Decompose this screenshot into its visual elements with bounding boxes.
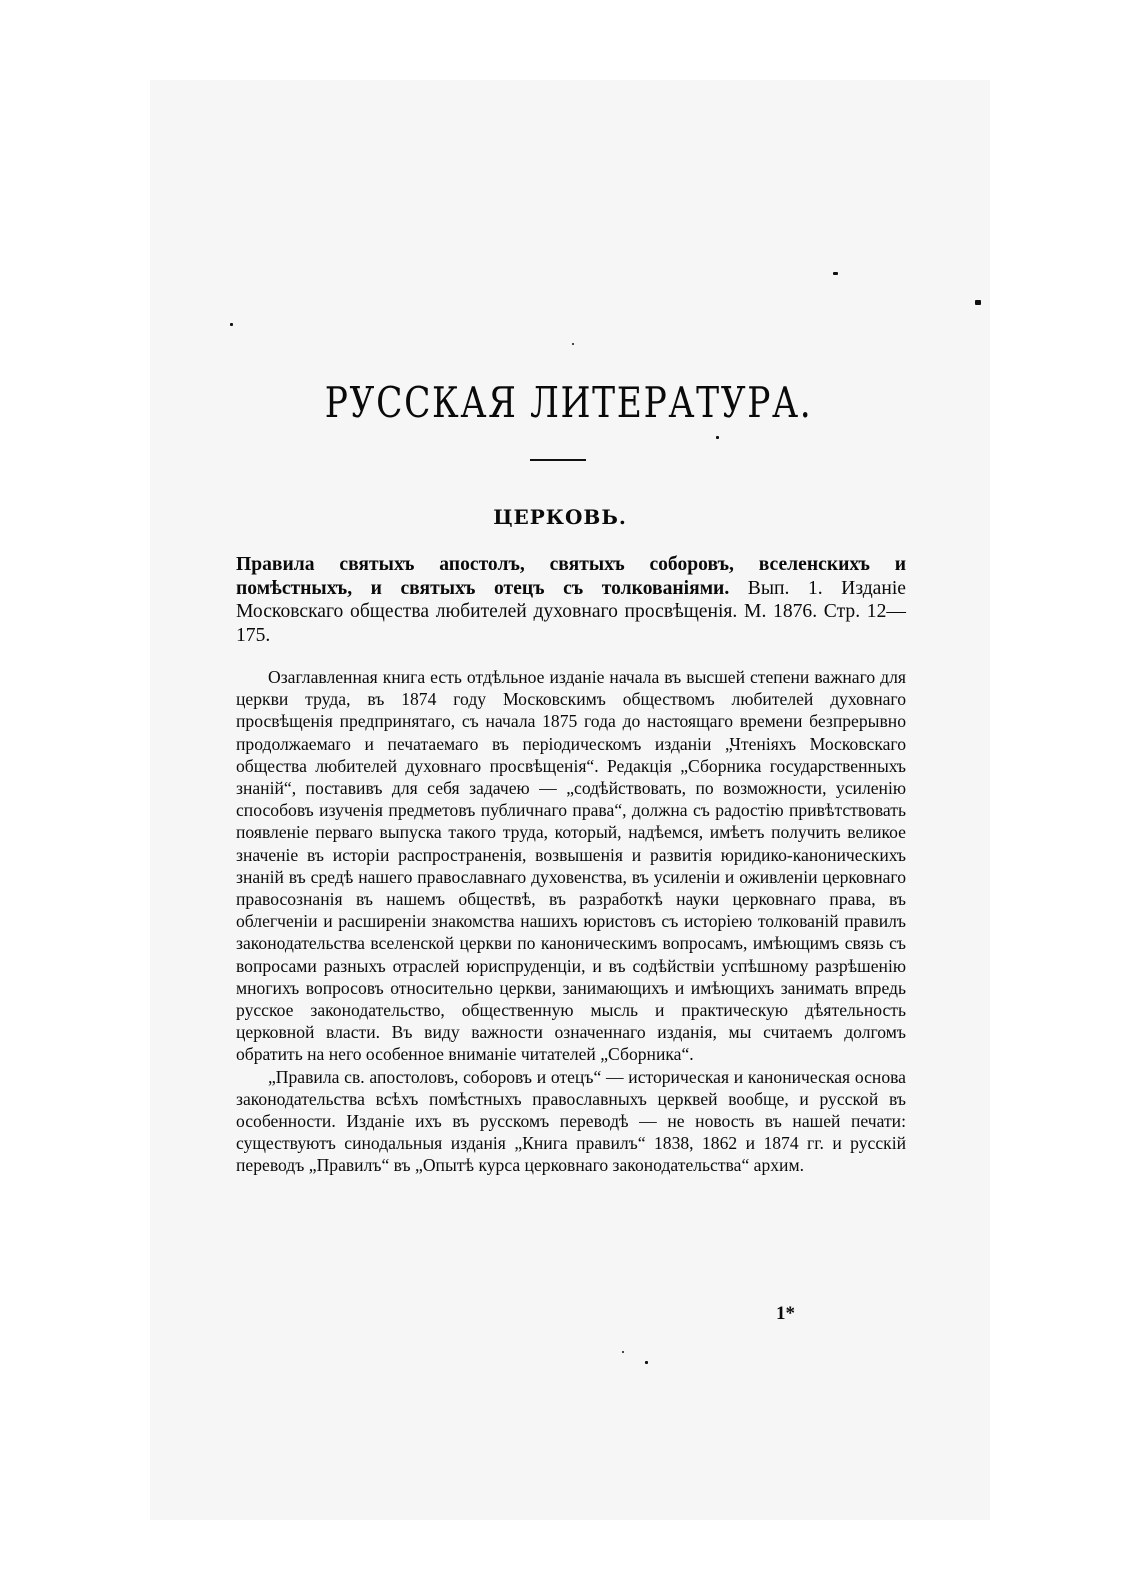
- article-body: [236, 666, 906, 1177]
- scan-speck: [833, 272, 838, 275]
- scan-speck: [975, 300, 981, 305]
- bibliography-title: Правила святыхъ апостолъ, святыхъ соборовъ, вселенскихъ и помѣстныхъ, и святыхъ отецъ съ толкованіями.: [236, 554, 906, 599]
- bibliographic-entry: [236, 553, 906, 647]
- signature-mark: 1*: [776, 1303, 795, 1324]
- bibliography-details: Вып. 1. Изданіе Московскаго общества любителей духовнаго просвѣщенія. М. 1876. Стр. 12—175.: [236, 577, 907, 646]
- main-title: РУССКАЯ ЛИТЕРАТУРА.: [324, 378, 813, 427]
- scan-speck: [230, 323, 233, 326]
- scan-speck: [622, 1351, 624, 1353]
- scan-speck: [645, 1361, 648, 1364]
- scan-speck: [716, 436, 719, 439]
- title-divider: [530, 459, 586, 461]
- body-paragraph: Озаглавленная книга есть отдѣльное изданіе начала въ высшей степени важнаго для церкви труда, въ 1874 году Московскимъ обществомъ любителей духовнаго просвѣщенія предпринятаго, съ начала 1875 года до настоящаго времени безпрерывно продолжаемаго и печатаемаго въ періодическомъ изданіи „Чтеніяхъ Московскаго общества любителей духовнаго просвѣщенія“. Редакція „Сборника государственныхъ знаній“, поставивъ для себя задачею — „содѣйствовать, по возможности, усиленію способовъ изученія предметовъ публичнаго права“, должна съ радостію привѣтствовать появленіе перваго выпуска такого труда, который, надѣемся, имѣетъ получить великое значеніе въ исторіи распространенія, возвышенія и развитія юридико-каноническихъ знаній въ средѣ нашего православнаго духовенства, въ усиленіи и оживленіи церковнаго правосознанія въ нашемъ обществѣ, въ разработкѣ науки церковнаго права, въ облегченіи и расширеніи знакомства нашихъ юристовъ съ исторіею толкованій правилъ законодательства вселенской церкви по каноническимъ вопросамъ, имѣющимъ связь съ вопросами разныхъ отраслей юриспруденціи, и въ содѣйствіи успѣшному разрѣшенію многихъ вопросовъ относительно церкви, занимающихъ и имѣющихъ занимать впредь русское законодательство, общественную мысль и практическую дѣятельность церковной власти. Въ виду важности означеннаго изданія, мы считаемъ долгомъ обратить на него особенное вниманіе читателей „Сборника“.: [236, 667, 906, 1065]
- section-title: ЦЕРКОВЬ.: [493, 505, 627, 529]
- scan-speck: [572, 343, 574, 345]
- body-paragraph: „Правила св. апостоловъ, соборовъ и отецъ“ — историческая и каноническая основа законодательства всѣхъ помѣстныхъ православныхъ церквей вообще, и русской въ особенности. Изданіе ихъ въ русскомъ переводѣ — не новость въ нашей печати: существуютъ синодальныя изданія „Книга правилъ“ 1838, 1862 и 1874 гг. и русскій переводъ „Правилъ“ въ „Опытѣ курса церковнаго законодательства“ архим.: [236, 1066, 906, 1176]
